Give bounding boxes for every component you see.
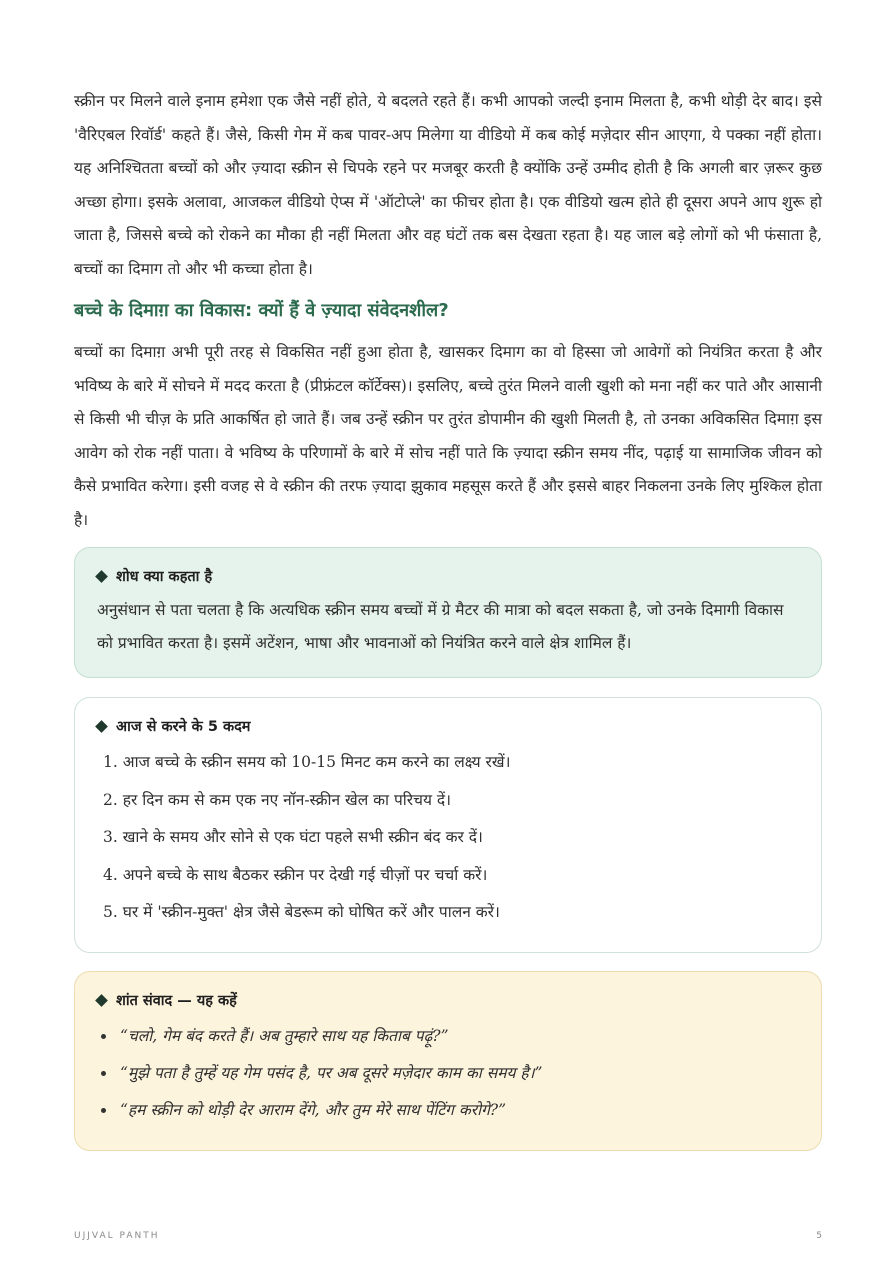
quote-text: “चलो, गेम बंद करते हैं। अब तुम्हारे साथ यह किताब पढ़ूं?” (120, 1027, 449, 1045)
section-heading-brain-development: बच्चे के दिमाग़ का विकास: क्यों हैं वे ज़्यादा संवेदनशील? (74, 300, 449, 321)
research-callout-title (97, 566, 799, 586)
body-paragraph-brain-development: बच्चों का दिमाग़ अभी पूरी तरह से विकसित नहीं हुआ होता है, खासकर दिमाग का वो हिस्सा जो आवेगों को नियंत्रित करता है और भविष्य के बारे में सोचने में मदद करता है (प्रीफ्रंटल कॉर्टेक्स)। इसलिए, बच्चे तुरंत मिलने वाली खुशी को मना नहीं कर पाते और आसानी से किसी भी चीज़ के प्रति आकर्षित हो जाते हैं। जब उन्हें स्क्रीन पर तुरंत डोपामीन की खुशी मिलती है, तो उनका अविकसित दिमाग़ इस आवेग को रोक नहीं पाता। वे भविष्य के परिणामों के बारे में सोच नहीं पाते कि ज़्यादा स्क्रीन समय नींद, पढ़ाई या सामाजिक जीवन को कैसे प्रभावित करेगा। इसी वजह से वे स्क्रीन की तरफ ज़्यादा झुकाव महसूस करते हैं और इससे बाहर निकलना उनके लिए मुश्किल होता है। (74, 343, 822, 529)
footer-brand: UJJVAL PANTH (74, 1231, 160, 1241)
diamond-icon (95, 570, 108, 583)
calm-talk-callout-title (97, 990, 799, 1010)
calm-talk-title-text: शांत संवाद — यह कहें (116, 993, 237, 1009)
list-item (97, 1092, 799, 1129)
quote-text: “मुझे पता है तुम्हें यह गेम पसंद है, पर अब दूसरे मज़ेदार काम का समय है।” (120, 1064, 543, 1082)
calm-talk-list (97, 1018, 799, 1129)
list-item: 5. घर में 'स्क्रीन-मुक्त' क्षेत्र जैसे बेडरूम को घोषित करें और पालन करें। (103, 903, 500, 921)
list-item: 4. अपने बच्चे के साथ बैठकर स्क्रीन पर देखी गई चीज़ों पर चर्चा करें। (103, 865, 488, 884)
list-item: 2. हर दिन कम से कम एक नए नॉन-स्क्रीन खेल का परिचय दें। (103, 790, 452, 809)
bullet-icon (101, 1071, 106, 1076)
steps-callout (74, 697, 822, 953)
research-title-text: शोध क्या कहता है (116, 569, 213, 585)
steps-callout-title (97, 716, 799, 736)
calm-talk-callout (74, 971, 822, 1151)
research-callout (74, 547, 822, 678)
steps-list (97, 744, 799, 932)
bullet-icon (101, 1034, 106, 1039)
list-item: 3. खाने के समय और सोने से एक घंटा पहले सभी स्क्रीन बंद कर दें। (103, 828, 483, 846)
steps-title-text: आज से करने के 5 कदम (116, 719, 251, 735)
quote-text: “हम स्क्रीन को थोड़ी देर आराम देंगे, और तुम मेरे साथ पेंटिंग करोगे?” (120, 1101, 507, 1119)
diamond-icon (95, 994, 108, 1007)
list-item (97, 1055, 799, 1092)
bullet-icon (101, 1108, 106, 1113)
page-number: 5 (816, 1231, 822, 1241)
diamond-icon (95, 720, 108, 733)
body-paragraph-variable-reward: स्क्रीन पर मिलने वाले इनाम हमेशा एक जैसे नहीं होते, ये बदलते रहते हैं। कभी आपको जल्दी इनाम मिलता है, कभी थोड़ी देर बाद। इसे 'वैरिएबल रिवॉर्ड' कहते हैं। जैसे, किसी गेम में कब पावर-अप मिलेगा या वीडियो में कब कोई मज़ेदार सीन आएगा, ये पक्का नहीं होता। यह अनिश्चितता बच्चों को और ज़्यादा स्क्रीन से चिपके रहने पर मजबूर करती है क्योंकि उन्हें उम्मीद होती है कि अगली बार ज़रूर कुछ अच्छा होगा। इसके अलावा, आजकल वीडियो ऐप्स में 'ऑटोप्ले' का फीचर होता है। एक वीडियो खत्म होते ही दूसरा अपने आप शुरू हो जाता है, जिससे बच्चे को रोकने का मौका ही नहीं मिलता और वह घंटों तक बस देखता रहता है। यह जाल बड़े लोगों को भी फंसाता है, बच्चों का दिमाग तो और भी कच्चा होता है। (74, 92, 822, 278)
list-item (97, 1018, 799, 1055)
list-item: 1. आज बच्चे के स्क्रीन समय को 10-15 मिनट कम करने का लक्ष्य रखें। (103, 753, 511, 771)
research-callout-text: अनुसंधान से पता चलता है कि अत्यधिक स्क्रीन समय बच्चों में ग्रे मैटर की मात्रा को बदल सकता है, जो उनके दिमागी विकास को प्रभावित करता है। इसमें अटेंशन, भाषा और भावनाओं को नियंत्रित करने वाले क्षेत्र शामिल हैं। (97, 601, 784, 652)
